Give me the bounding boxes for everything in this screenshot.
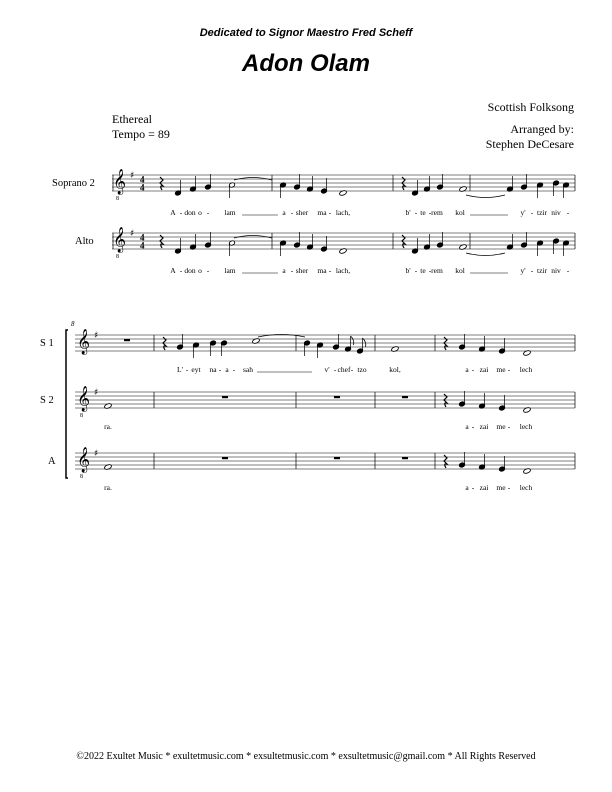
lyric-syllable: - — [530, 208, 534, 217]
system-bracket — [66, 330, 68, 478]
page-title: Adon Olam — [241, 50, 370, 77]
lyric-syllable: lech — [519, 365, 533, 374]
lyric-syllable: - — [530, 266, 534, 275]
staff-a — [75, 453, 575, 469]
staff-s1 — [75, 335, 575, 351]
octave-marker: 8 — [116, 196, 119, 202]
note-flag — [363, 338, 366, 347]
lyric-syllable: - — [185, 365, 189, 374]
lyric-syllable: lech — [519, 422, 533, 431]
lyric-syllable: a — [225, 365, 229, 374]
lyric-syllable: - — [290, 208, 294, 217]
lyric-syllable: - — [218, 365, 222, 374]
sharp-icon: ♯ — [94, 388, 99, 398]
treble-clef-icon: 𝄞 — [77, 386, 91, 412]
lyric-syllable: me — [496, 422, 506, 431]
part-name: Alto — [75, 236, 94, 247]
lyric-syllable: niv — [551, 208, 561, 217]
lyric-syllable: te — [420, 266, 426, 275]
lyric-syllable: lech — [519, 483, 533, 492]
whole-rest-icon — [402, 457, 408, 459]
whole-rest-icon — [334, 457, 340, 459]
tempo-mark: Tempo = 89 — [112, 127, 170, 141]
octave-marker: 8 — [80, 474, 83, 480]
part-name: S 2 — [40, 395, 54, 406]
lyric-syllable: - — [507, 483, 511, 492]
lyric-syllable: sher — [295, 208, 309, 217]
lyric-syllable: kol, — [389, 365, 401, 374]
lyric-syllable: - — [333, 365, 337, 374]
lyric-syllable: - — [350, 365, 354, 374]
lyric-syllable: - — [179, 266, 183, 275]
lyric-syllable: don — [184, 266, 196, 275]
lyric-syllable: me — [496, 365, 506, 374]
whole-rest-icon — [334, 396, 340, 398]
lyric-syllable: ra. — [104, 483, 112, 492]
lyric-syllable: - — [328, 266, 332, 275]
staff-soprano-2 — [112, 175, 575, 191]
lyric-syllable: - — [206, 208, 210, 217]
lyric-syllable: eyt — [191, 365, 201, 374]
measure-number: 8 — [71, 320, 75, 328]
treble-clef-icon: 𝄞 — [113, 227, 127, 253]
part-name: A — [48, 456, 56, 467]
whole-rest-icon — [124, 339, 130, 341]
lyric-syllable: rem — [431, 266, 443, 275]
system-2 — [40, 320, 575, 492]
lyric-syllable: a — [465, 422, 469, 431]
lyric-syllable: ma — [317, 208, 327, 217]
lyric-syllable: chef — [337, 365, 351, 374]
lyric-syllable: - — [507, 365, 511, 374]
lyric-syllable: - — [471, 422, 475, 431]
lyric-syllable: niv — [551, 266, 561, 275]
lyric-syllable: - — [566, 266, 570, 275]
treble-clef-icon: 𝄞 — [77, 329, 91, 355]
lyric-syllable: y' — [520, 208, 526, 217]
lyric-syllable: lam — [224, 266, 236, 275]
lyric-syllable: - — [428, 266, 432, 275]
tie — [466, 253, 505, 256]
part-name: S 1 — [40, 338, 54, 349]
lyric-syllable: A — [170, 208, 176, 217]
lyric-syllable: don — [184, 208, 196, 217]
lyric-syllable: sah — [243, 365, 253, 374]
note-flag — [351, 336, 354, 345]
lyric-syllable: - — [206, 266, 210, 275]
lyric-syllable: v' — [324, 365, 330, 374]
sharp-icon: ♯ — [94, 449, 99, 459]
octave-marker: 8 — [116, 254, 119, 260]
lyric-syllable: - — [328, 208, 332, 217]
lyric-syllable: lach, — [335, 208, 351, 217]
lyric-syllable: sher — [295, 266, 309, 275]
octave-marker: 8 — [80, 413, 83, 419]
lyric-syllable: tzir — [537, 266, 547, 275]
lyric-syllable: - — [414, 208, 418, 217]
tempo-text: Ethereal — [112, 112, 152, 126]
lyric-syllable: - — [232, 365, 236, 374]
lyric-syllable: a — [465, 365, 469, 374]
lyric-syllable: zai — [479, 422, 489, 431]
lyric-syllable: ra. — [104, 422, 112, 431]
lyric-syllable: - — [290, 266, 294, 275]
lyric-syllable: - — [428, 208, 432, 217]
lyric-syllable: b' — [405, 266, 411, 275]
arranger-name: Stephen DeCesare — [485, 137, 574, 151]
lyric-syllable: a — [282, 266, 286, 275]
lyric-syllable: o — [198, 266, 202, 275]
treble-clef-icon: 𝄞 — [113, 169, 127, 195]
lyric-syllable: tzir — [537, 208, 547, 217]
time-signature-bottom: 4 — [140, 182, 145, 193]
lyric-syllable: tzo — [357, 365, 367, 374]
lyric-syllable: - — [471, 365, 475, 374]
lyric-syllable: te — [420, 208, 426, 217]
composer: Scottish Folksong — [487, 100, 574, 114]
lyric-syllable: a — [465, 483, 469, 492]
whole-rest-icon — [222, 457, 228, 459]
lyric-syllable: b' — [405, 208, 411, 217]
lyric-syllable: o — [198, 208, 202, 217]
copyright-footer: ©2022 Exultet Music * exultetmusic.com * exsultetmusic.com * exsultetmusic@gmail.com * All Rights Reserved — [76, 751, 536, 762]
staff-s2 — [75, 392, 575, 408]
time-signature-top: 4 — [140, 174, 145, 185]
whole-rest-icon — [222, 396, 228, 398]
lyric-syllable: rem — [431, 208, 443, 217]
part-name: Soprano 2 — [52, 178, 95, 189]
lyric-syllable: lach, — [335, 266, 351, 275]
treble-clef-icon: 𝄞 — [77, 447, 91, 473]
lyric-syllable: kol — [455, 266, 465, 275]
lyric-syllable: kol — [455, 208, 465, 217]
lyric-syllable: a — [282, 208, 286, 217]
lyric-syllable: - — [566, 208, 570, 217]
lyric-syllable: A — [170, 266, 176, 275]
lyric-syllable: - — [507, 422, 511, 431]
lyric-syllable: ma — [317, 266, 327, 275]
lyric-syllable: lam — [224, 208, 236, 217]
sharp-icon: ♯ — [130, 229, 135, 239]
lyric-syllable: - — [471, 483, 475, 492]
lyric-syllable: zai — [479, 483, 489, 492]
tie — [466, 195, 505, 198]
lyric-syllable: - — [179, 208, 183, 217]
staff-alto — [112, 233, 575, 249]
lyric-syllable: y' — [520, 266, 526, 275]
lyric-syllable: - — [414, 266, 418, 275]
lyric-syllable: L' — [177, 365, 183, 374]
dedication: Dedicated to Signor Maestro Fred Scheff — [199, 27, 413, 39]
time-signature-bottom: 4 — [140, 240, 145, 251]
sharp-icon: ♯ — [130, 171, 135, 181]
lyric-syllable: me — [496, 483, 506, 492]
lyric-syllable: na — [209, 365, 217, 374]
system-1 — [52, 169, 575, 276]
time-signature-top: 4 — [140, 232, 145, 243]
sharp-icon: ♯ — [94, 331, 99, 341]
arranged-label: Arranged by: — [510, 122, 574, 136]
lyric-syllable: zai — [479, 365, 489, 374]
whole-rest-icon — [402, 396, 408, 398]
